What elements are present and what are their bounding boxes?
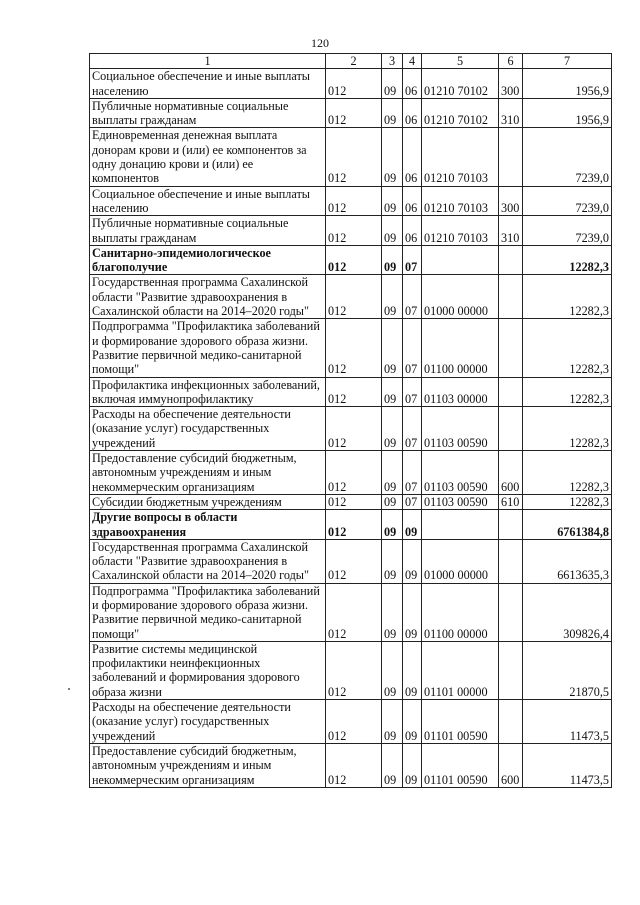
target-article-cell: 01210 70102 [422, 69, 499, 99]
target-article-cell: 01101 00590 [422, 700, 499, 744]
admin-code-cell: 012 [326, 494, 382, 509]
admin-code-cell: 012 [326, 407, 382, 451]
section-cell: 09 [382, 510, 403, 540]
table-row [90, 275, 612, 319]
target-article-cell [422, 510, 499, 540]
subsection-cell: 07 [403, 451, 422, 495]
admin-code-cell: 012 [326, 216, 382, 246]
subsection-cell: 07 [403, 245, 422, 275]
subsection-cell: 07 [403, 275, 422, 319]
subsection-cell: 09 [403, 641, 422, 699]
section-cell: 09 [382, 743, 403, 787]
table-row [90, 539, 612, 583]
subsection-cell: 09 [403, 510, 422, 540]
table-row [90, 743, 612, 787]
target-article-cell: 01210 70103 [422, 128, 499, 186]
page-number: 120 [311, 36, 329, 50]
table-row [90, 641, 612, 699]
table-row [90, 510, 612, 540]
header-col-2: 2 [326, 54, 382, 69]
amount-cell: 12282,3 [523, 245, 612, 275]
expense-type-cell [499, 510, 523, 540]
target-article-cell [422, 245, 499, 275]
section-cell: 09 [382, 245, 403, 275]
amount-cell: 7239,0 [523, 216, 612, 246]
admin-code-cell: 012 [326, 128, 382, 186]
subsection-cell: 06 [403, 128, 422, 186]
table-row [90, 216, 612, 246]
amount-cell: 12282,3 [523, 275, 612, 319]
section-cell: 09 [382, 216, 403, 246]
section-cell: 09 [382, 641, 403, 699]
subsection-cell: 07 [403, 407, 422, 451]
expense-type-cell [499, 275, 523, 319]
expense-type-cell [499, 245, 523, 275]
expense-type-cell [499, 641, 523, 699]
admin-code-cell: 012 [326, 539, 382, 583]
target-article-cell: 01101 00590 [422, 743, 499, 787]
expense-type-cell: 310 [499, 98, 523, 128]
admin-code-cell: 012 [326, 641, 382, 699]
subsection-cell: 09 [403, 743, 422, 787]
amount-cell: 11473,5 [523, 743, 612, 787]
target-article-cell: 01103 00590 [422, 407, 499, 451]
section-cell: 09 [382, 407, 403, 451]
row-name-cell: Предоставление субсидий бюджетным, автономным учреждениям и иным некоммерческим организациям [90, 451, 326, 495]
target-article-cell: 01103 00000 [422, 377, 499, 407]
table-row [90, 700, 612, 744]
amount-cell: 7239,0 [523, 128, 612, 186]
row-name-cell: Подпрограмма "Профилактика заболеваний и формирование здорового образа жизни. Развитие первичной медико-санитарной помощи" [90, 583, 326, 641]
row-name-cell: Санитарно-эпидемиологическое благополучие [90, 245, 326, 275]
amount-cell: 1956,9 [523, 69, 612, 99]
subsection-cell: 06 [403, 98, 422, 128]
subsection-cell: 06 [403, 216, 422, 246]
expense-type-cell [499, 319, 523, 377]
section-cell: 09 [382, 69, 403, 99]
header-col-6: 6 [499, 54, 523, 69]
amount-cell: 6613635,3 [523, 539, 612, 583]
amount-cell: 11473,5 [523, 700, 612, 744]
amount-cell: 12282,3 [523, 407, 612, 451]
row-name-cell: Социальное обеспечение и иные выплаты населению [90, 69, 326, 99]
amount-cell: 12282,3 [523, 451, 612, 495]
admin-code-cell: 012 [326, 186, 382, 216]
target-article-cell: 01000 00000 [422, 539, 499, 583]
row-name-cell: Расходы на обеспечение деятельности (оказание услуг) государственных учреждений [90, 700, 326, 744]
admin-code-cell: 012 [326, 319, 382, 377]
expense-type-cell [499, 407, 523, 451]
row-name-cell: Подпрограмма "Профилактика заболеваний и формирование здорового образа жизни. Развитие первичной медико-санитарной помощи" [90, 319, 326, 377]
row-name-cell: Государственная программа Сахалинской области "Развитие здравоохранения в Сахалинской области на 2014–2020 годы" [90, 539, 326, 583]
target-article-cell: 01210 70103 [422, 186, 499, 216]
row-name-cell: Публичные нормативные социальные выплаты гражданам [90, 216, 326, 246]
section-cell: 09 [382, 583, 403, 641]
row-name-cell: Публичные нормативные социальные выплаты гражданам [90, 98, 326, 128]
expense-type-cell: 600 [499, 743, 523, 787]
subsection-cell: 07 [403, 377, 422, 407]
admin-code-cell: 012 [326, 451, 382, 495]
target-article-cell: 01100 00000 [422, 583, 499, 641]
amount-cell: 12282,3 [523, 319, 612, 377]
header-col-1: 1 [90, 54, 326, 69]
target-article-cell: 01101 00000 [422, 641, 499, 699]
table-row [90, 494, 612, 509]
amount-cell: 6761384,8 [523, 510, 612, 540]
section-cell: 09 [382, 451, 403, 495]
target-article-cell: 01210 70102 [422, 98, 499, 128]
scan-speck [68, 688, 70, 690]
subsection-cell: 06 [403, 186, 422, 216]
row-name-cell: Субсидии бюджетным учреждениям [90, 494, 326, 509]
table-row [90, 98, 612, 128]
table-row [90, 245, 612, 275]
expense-type-cell: 300 [499, 186, 523, 216]
admin-code-cell: 012 [326, 510, 382, 540]
section-cell: 09 [382, 275, 403, 319]
header-col-4: 4 [403, 54, 422, 69]
target-article-cell: 01000 00000 [422, 275, 499, 319]
target-article-cell: 01100 00000 [422, 319, 499, 377]
expense-type-cell: 310 [499, 216, 523, 246]
expense-type-cell: 610 [499, 494, 523, 509]
header-col-5: 5 [422, 54, 499, 69]
admin-code-cell: 012 [326, 275, 382, 319]
section-cell: 09 [382, 319, 403, 377]
row-name-cell: Предоставление субсидий бюджетным, автономным учреждениям и иным некоммерческим организациям [90, 743, 326, 787]
table-row [90, 186, 612, 216]
section-cell: 09 [382, 186, 403, 216]
amount-cell: 7239,0 [523, 186, 612, 216]
subsection-cell: 09 [403, 539, 422, 583]
subsection-cell: 07 [403, 319, 422, 377]
admin-code-cell: 012 [326, 700, 382, 744]
expense-type-cell [499, 128, 523, 186]
table-row [90, 583, 612, 641]
expense-type-cell [499, 583, 523, 641]
amount-cell: 309826,4 [523, 583, 612, 641]
amount-cell: 12282,3 [523, 377, 612, 407]
subsection-cell: 09 [403, 583, 422, 641]
row-name-cell: Другие вопросы в области здравоохранения [90, 510, 326, 540]
target-article-cell: 01210 70103 [422, 216, 499, 246]
subsection-cell: 09 [403, 700, 422, 744]
budget-table [89, 53, 612, 788]
table-row [90, 451, 612, 495]
table-row [90, 407, 612, 451]
row-name-cell: Расходы на обеспечение деятельности (оказание услуг) государственных учреждений [90, 407, 326, 451]
expense-type-cell [499, 539, 523, 583]
amount-cell: 21870,5 [523, 641, 612, 699]
subsection-cell: 06 [403, 69, 422, 99]
header-col-3: 3 [382, 54, 403, 69]
row-name-cell: Социальное обеспечение и иные выплаты населению [90, 186, 326, 216]
section-cell: 09 [382, 98, 403, 128]
header-col-7: 7 [523, 54, 612, 69]
amount-cell: 12282,3 [523, 494, 612, 509]
admin-code-cell: 012 [326, 743, 382, 787]
expense-type-cell: 600 [499, 451, 523, 495]
section-cell: 09 [382, 539, 403, 583]
section-cell: 09 [382, 128, 403, 186]
row-name-cell: Единовременная денежная выплата донорам крови и (или) ее компонентов за одну донацию крови и (или) ее компонентов [90, 128, 326, 186]
section-cell: 09 [382, 494, 403, 509]
admin-code-cell: 012 [326, 377, 382, 407]
section-cell: 09 [382, 700, 403, 744]
target-article-cell: 01103 00590 [422, 494, 499, 509]
table-row [90, 128, 612, 186]
subsection-cell: 07 [403, 494, 422, 509]
amount-cell: 1956,9 [523, 98, 612, 128]
admin-code-cell: 012 [326, 69, 382, 99]
table-row [90, 377, 612, 407]
row-name-cell: Профилактика инфекционных заболеваний, включая иммунопрофилактику [90, 377, 326, 407]
table-row [90, 319, 612, 377]
row-name-cell: Развитие системы медицинской профилактики неинфекционных заболеваний и формирования здорового образа жизни [90, 641, 326, 699]
section-cell: 09 [382, 377, 403, 407]
admin-code-cell: 012 [326, 98, 382, 128]
row-name-cell: Государственная программа Сахалинской области "Развитие здравоохранения в Сахалинской области на 2014–2020 годы" [90, 275, 326, 319]
expense-type-cell [499, 377, 523, 407]
expense-type-cell: 300 [499, 69, 523, 99]
table-row [90, 69, 612, 99]
expense-type-cell [499, 700, 523, 744]
header-row [90, 54, 612, 69]
admin-code-cell: 012 [326, 583, 382, 641]
admin-code-cell: 012 [326, 245, 382, 275]
table-body [90, 69, 612, 788]
target-article-cell: 01103 00590 [422, 451, 499, 495]
